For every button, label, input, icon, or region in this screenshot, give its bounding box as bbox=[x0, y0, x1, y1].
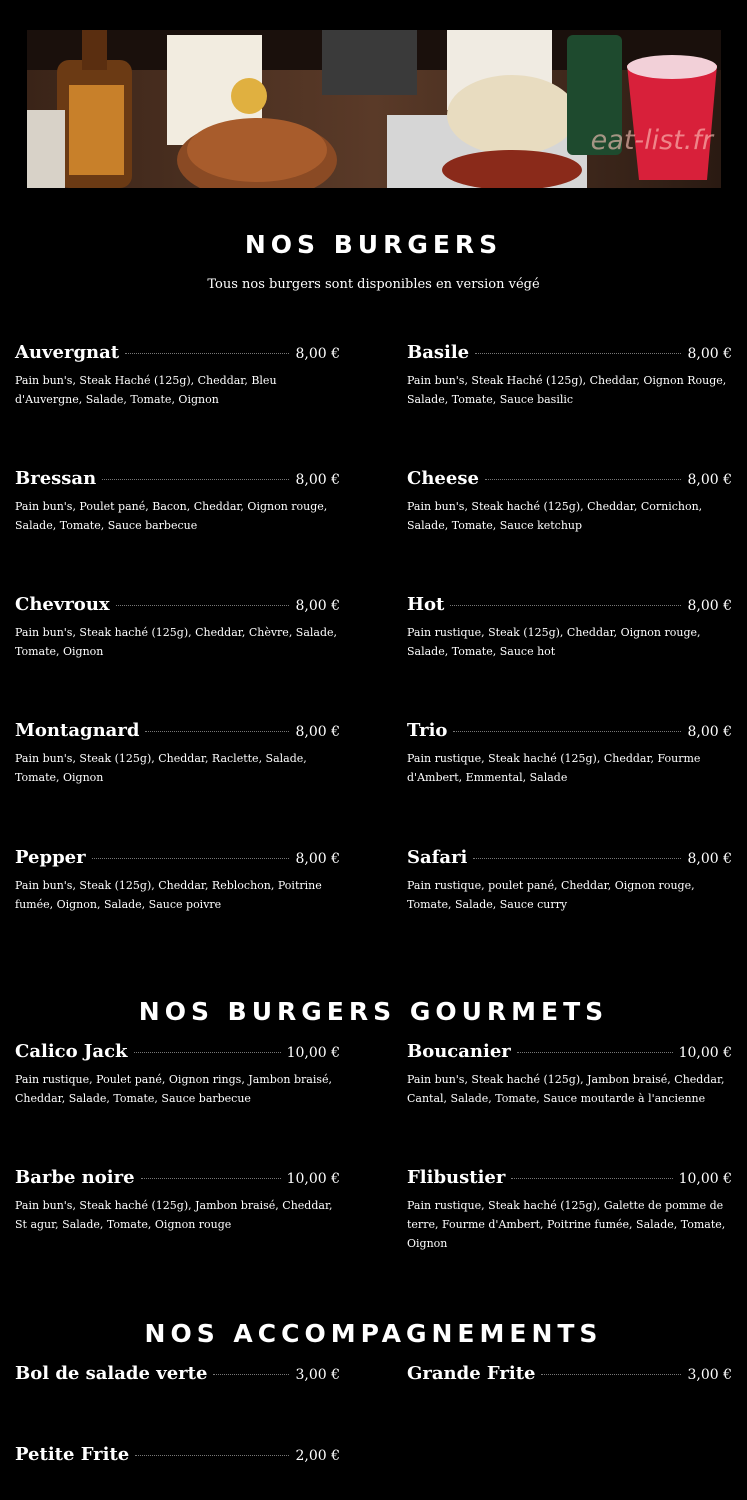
item-name: Auvergnat bbox=[15, 342, 120, 363]
item-price: 10,00 € bbox=[678, 1045, 732, 1061]
item-price: 8,00 € bbox=[687, 724, 732, 740]
leader-dots bbox=[125, 353, 289, 354]
item-price: 8,00 € bbox=[687, 598, 732, 614]
item-name: Calico Jack bbox=[15, 1041, 128, 1062]
item-price: 8,00 € bbox=[687, 851, 732, 867]
item-description: Pain bun's, Steak haché (125g), Jambon braisé, Cheddar, Cantal, Salade, Tomate, Sauce moutarde à l'ancienne bbox=[407, 1073, 725, 1105]
item-name: Bressan bbox=[15, 468, 97, 489]
item-description: Pain bun's, Steak haché (125g), Jambon braisé, Cheddar, St agur, Salade, Tomate, Oignon rouge bbox=[15, 1199, 333, 1231]
leader-dots bbox=[517, 1052, 673, 1053]
item-price: 10,00 € bbox=[678, 1171, 732, 1187]
section-subtitle-burgers: Tous nos burgers sont disponibles en version végé bbox=[207, 277, 540, 292]
menu-item bbox=[15, 594, 340, 661]
item-name: Petite Frite bbox=[15, 1444, 130, 1465]
item-name: Boucanier bbox=[407, 1041, 511, 1062]
section-title-gourmets: NOS BURGERS GOURMETS bbox=[138, 997, 609, 1026]
leader-dots bbox=[135, 1455, 289, 1456]
menu-item bbox=[15, 468, 340, 535]
leader-dots bbox=[116, 605, 290, 606]
item-name: Pepper bbox=[15, 847, 86, 868]
menu-item bbox=[15, 1363, 340, 1384]
watermark: eat-list.fr bbox=[590, 125, 713, 156]
leader-dots bbox=[145, 731, 289, 732]
item-description: Pain bun's, Poulet pané, Bacon, Cheddar, Oignon rouge, Salade, Tomate, Sauce barbecue bbox=[15, 500, 328, 532]
item-description: Pain bun's, Steak (125g), Cheddar, Raclette, Salade, Tomate, Oignon bbox=[15, 752, 307, 784]
item-price: 8,00 € bbox=[687, 346, 732, 362]
item-description: Pain bun's, Steak Haché (125g), Cheddar, Oignon Rouge, Salade, Tomate, Sauce basilic bbox=[407, 374, 727, 406]
item-name: Basile bbox=[407, 342, 470, 363]
item-name: Bol de salade verte bbox=[15, 1363, 208, 1384]
leader-dots bbox=[450, 605, 681, 606]
leader-dots bbox=[141, 1178, 281, 1179]
item-price: 8,00 € bbox=[295, 724, 340, 740]
item-name: Chevroux bbox=[15, 594, 110, 615]
leader-dots bbox=[511, 1178, 672, 1179]
item-name: Barbe noire bbox=[15, 1167, 135, 1188]
item-description: Pain rustique, Steak haché (125g), Cheddar, Fourme d'Ambert, Emmental, Salade bbox=[407, 752, 701, 784]
menu-item bbox=[15, 342, 340, 409]
item-price: 2,00 € bbox=[295, 1448, 340, 1464]
item-description: Pain rustique, poulet pané, Cheddar, Oignon rouge, Tomate, Salade, Sauce curry bbox=[407, 879, 695, 911]
item-description: Pain bun's, Steak haché (125g), Cheddar, Cornichon, Salade, Tomate, Sauce ketchup bbox=[407, 500, 703, 532]
leader-dots bbox=[92, 858, 290, 859]
leader-dots bbox=[485, 479, 682, 480]
item-price: 8,00 € bbox=[295, 346, 340, 362]
item-price: 8,00 € bbox=[687, 472, 732, 488]
item-name: Montagnard bbox=[15, 720, 140, 741]
item-name: Grande Frite bbox=[407, 1363, 536, 1384]
menu-item bbox=[15, 847, 340, 914]
menu-item bbox=[15, 1041, 340, 1108]
section-title-sides: NOS ACCOMPAGNEMENTS bbox=[144, 1319, 603, 1348]
menu-item bbox=[407, 1363, 732, 1384]
item-price: 10,00 € bbox=[286, 1171, 340, 1187]
item-description: Pain bun's, Steak haché (125g), Cheddar, Chèvre, Salade, Tomate, Oignon bbox=[15, 626, 338, 658]
menu-item bbox=[407, 720, 732, 787]
menu-item bbox=[407, 1041, 732, 1108]
menu-item bbox=[407, 342, 732, 409]
menu-item bbox=[407, 1167, 732, 1253]
item-price: 8,00 € bbox=[295, 472, 340, 488]
leader-dots bbox=[134, 1052, 281, 1053]
leader-dots bbox=[213, 1374, 289, 1375]
item-price: 3,00 € bbox=[295, 1367, 340, 1383]
leader-dots bbox=[473, 858, 681, 859]
item-description: Pain bun's, Steak Haché (125g), Cheddar, Bleu d'Auvergne, Salade, Tomate, Oignon bbox=[15, 374, 277, 406]
item-price: 10,00 € bbox=[286, 1045, 340, 1061]
item-name: Safari bbox=[407, 847, 468, 868]
item-description: Pain rustique, Steak haché (125g), Galette de pomme de terre, Fourme d'Ambert, Poitrine fumée, Salade, Tomate, Oignon bbox=[407, 1199, 726, 1250]
item-name: Flibustier bbox=[407, 1167, 506, 1188]
leader-dots bbox=[541, 1374, 681, 1375]
item-description: Pain rustique, Poulet pané, Oignon rings, Jambon braisé, Cheddar, Salade, Tomate, Sauce barbecue bbox=[15, 1073, 332, 1105]
item-description: Pain bun's, Steak (125g), Cheddar, Reblochon, Poitrine fumée, Oignon, Salade, Sauce poivre bbox=[15, 879, 322, 911]
leader-dots bbox=[102, 479, 289, 480]
item-name: Trio bbox=[407, 720, 448, 741]
leader-dots bbox=[475, 353, 681, 354]
menu-item bbox=[407, 594, 732, 661]
item-price: 8,00 € bbox=[295, 851, 340, 867]
item-description: Pain rustique, Steak (125g), Cheddar, Oignon rouge, Salade, Tomate, Sauce hot bbox=[407, 626, 701, 658]
item-name: Hot bbox=[407, 594, 445, 615]
item-name: Cheese bbox=[407, 468, 479, 489]
item-price: 3,00 € bbox=[687, 1367, 732, 1383]
item-price: 8,00 € bbox=[295, 598, 340, 614]
hero-illustration bbox=[27, 30, 721, 188]
menu-item bbox=[407, 468, 732, 535]
menu-item bbox=[15, 1167, 340, 1234]
menu-item bbox=[407, 847, 732, 914]
hero-photo bbox=[27, 30, 721, 188]
leader-dots bbox=[453, 731, 681, 732]
menu-item bbox=[15, 720, 340, 787]
section-title-burgers: NOS BURGERS bbox=[244, 230, 503, 259]
menu-item bbox=[15, 1444, 340, 1465]
